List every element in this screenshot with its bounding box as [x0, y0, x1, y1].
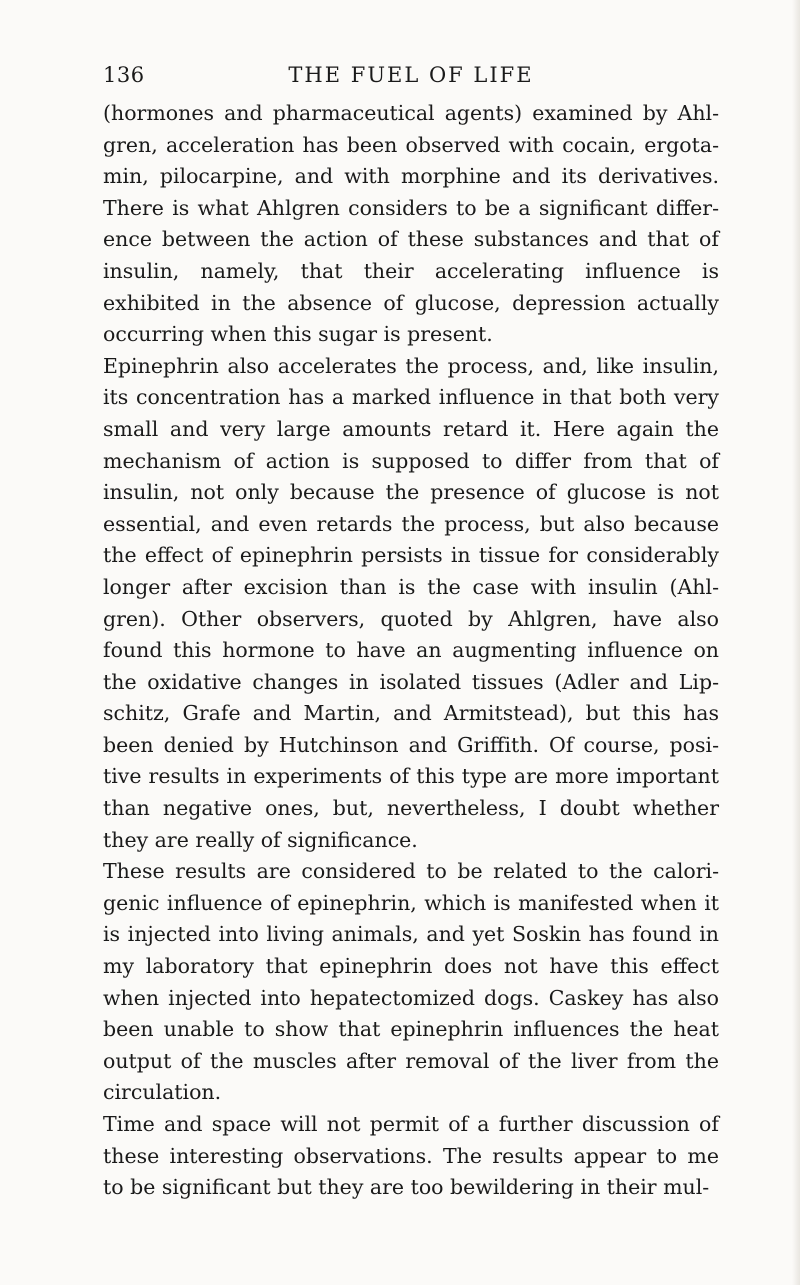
running-title: THE FUEL OF LIFE	[288, 63, 534, 87]
running-head	[103, 63, 719, 93]
page-edge-shadow	[792, 0, 800, 1285]
paragraph-1: (hormones and pharmaceutical agents) examined by Ahl-gren, acceleration has been observed with cocain, ergota-min, pilocarpine, and with morphine and its derivatives. There is what Ahlgren considers to be a significant differ-ence between the action of these substances and that of insulin, namely, that their accelerating influence is exhibited in the absence of glucose, depression actually occurring when this sugar is present.	[103, 101, 719, 347]
paragraph-2: Epinephrin also accelerates the process, and, like insulin, its concentration has a marked influence in that both very small and very large amounts retard it. Here again the mechanism of action is supposed to differ from that of insulin, not only because the presence of glucose is not essential, and even retards the process, but also because the effect of epinephrin persists in tissue for considerably longer after excision than is the case with insulin (Ahl-gren). Other observers, quoted by Ahlgren, have also found this hormone to have an augmenting influence on the oxidative changes in isolated tissues (Adler and Lip-schitz, Grafe and Martin, and Armitstead), but this has been denied by Hutchinson and Griffith. Of course, posi-tive results in experiments of this type are more important than negative ones, but, nevertheless, I doubt whether they are really of significance.	[103, 353, 719, 852]
body-text	[103, 98, 719, 1204]
paragraph-3: These results are considered to be related to the calori-genic influence of epinephrin, which is manifested when it is injected into living animals, and yet Soskin has found in my laboratory that epinephrin does not have this effect when injected into hepatectomized dogs. Caskey has also been unable to show that epinephrin influences the heat output of the muscles after removal of the liver from the circulation.	[103, 859, 719, 1105]
page-number: 136	[103, 63, 145, 87]
paragraph-4: Time and space will not permit of a further discussion of these interesting observations. The results appear to me to be significant but they are too bewildering in their mul-	[103, 1112, 719, 1200]
